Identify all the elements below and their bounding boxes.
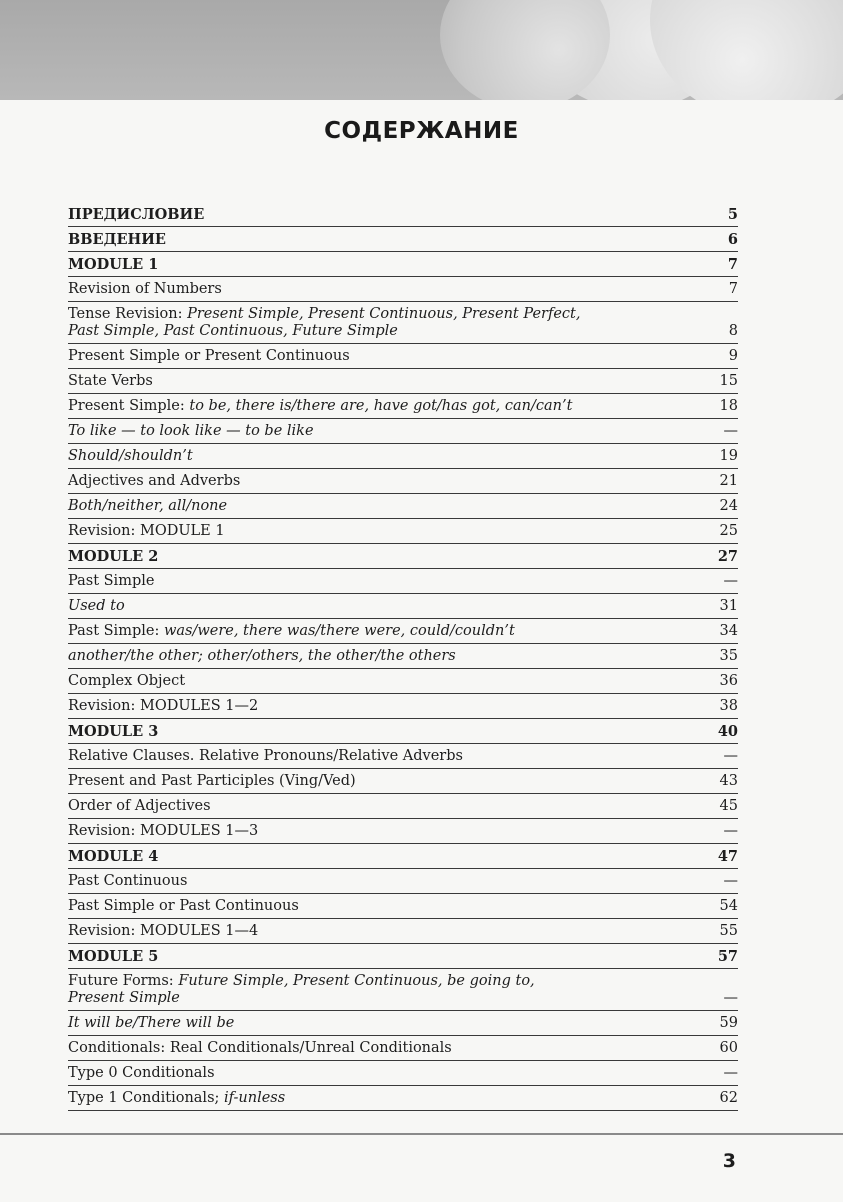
toc-entry-label: MODULE 4 — [68, 848, 159, 865]
toc-row-module-1[interactable] — [68, 252, 738, 277]
toc-entry-label: another/the other; other/others, the other/the others — [68, 648, 456, 664]
toc-entry-label: MODULE 1 — [68, 256, 159, 273]
toc-row-module-3[interactable] — [68, 719, 738, 744]
toc-row-state-verbs[interactable] — [68, 369, 738, 394]
toc-row-module-5[interactable] — [68, 944, 738, 969]
toc-row-revision-modules-1-2[interactable] — [68, 694, 738, 719]
toc-entry-label: Past Simple or Past Continuous — [68, 898, 299, 914]
toc-entry-italic: Future Simple, Present Continuous, be going to, — [178, 973, 535, 989]
toc-page-number: — — [723, 873, 738, 889]
toc-row-tense-revision[interactable] — [68, 302, 738, 344]
toc-entry-italic: Present Simple, Present Continuous, Present Perfect, — [187, 306, 581, 322]
toc-page-number: 57 — [717, 948, 738, 965]
toc-row-present-simple-or-continuous[interactable] — [68, 344, 738, 369]
toc-entry-label: MODULE 2 — [68, 548, 159, 565]
flower-petal-decoration — [440, 0, 610, 100]
toc-entry-label: Conditionals: Real Conditionals/Unreal Conditionals — [68, 1040, 452, 1056]
toc-entry-label: Past Simple — [68, 573, 155, 589]
page-number: 3 — [722, 1150, 736, 1172]
toc-entry-label — [68, 398, 708, 415]
toc-page-number: 43 — [719, 773, 738, 789]
toc-entry-lead: Type 1 Conditionals; — [68, 1090, 225, 1106]
footer-divider — [0, 1133, 843, 1202]
toc-row-both-neither[interactable] — [68, 494, 738, 519]
toc-page-number: 35 — [719, 648, 738, 664]
toc-page-number: 31 — [719, 598, 738, 614]
toc-row-past-simple-was-were[interactable] — [68, 619, 738, 644]
toc-page-number: 25 — [719, 523, 738, 539]
toc-entry-label: MODULE 3 — [68, 723, 159, 740]
toc-page-number: 9 — [728, 348, 738, 364]
toc-row-type-0-conditionals[interactable] — [68, 1061, 738, 1086]
toc-entry-label: Type 0 Conditionals — [68, 1065, 215, 1081]
toc-page-number: 45 — [719, 798, 738, 814]
toc-row-should[interactable] — [68, 444, 738, 469]
toc-page-number: 27 — [717, 548, 738, 565]
toc-row-to-like[interactable] — [68, 419, 738, 444]
toc-page-number: 60 — [719, 1040, 738, 1056]
toc-entry-label: ВВЕДЕНИЕ — [68, 231, 166, 248]
toc-entry-label: To like — to look like — to be like — [68, 423, 314, 439]
toc-page-number: 7 — [727, 256, 738, 273]
toc-page-number: 8 — [728, 323, 738, 339]
toc-row-revision-module-1[interactable] — [68, 519, 738, 544]
toc-row-revision-of-numbers[interactable] — [68, 277, 738, 302]
toc-page-number: 54 — [719, 898, 738, 914]
toc-entry-label: Should/shouldn’t — [68, 448, 193, 464]
toc-entry-label — [68, 1090, 708, 1107]
toc-entry-label: Adjectives and Adverbs — [68, 473, 241, 489]
toc-entry-label: ПРЕДИСЛОВИЕ — [68, 206, 205, 223]
toc-entry-italic: was/were, there was/there were, could/couldn’t — [163, 623, 515, 639]
toc-page-number: — — [723, 823, 738, 839]
toc-row-present-simple-to-be[interactable] — [68, 394, 738, 419]
toc-page-number: 7 — [728, 281, 738, 297]
toc-entry-label: It will be/There will be — [68, 1015, 235, 1031]
toc-page-number: 21 — [719, 473, 738, 489]
toc-entry-label: Present Simple or Present Continuous — [68, 348, 350, 364]
toc-entry-italic: if-unless — [224, 1090, 286, 1106]
toc-entry-label: State Verbs — [68, 373, 153, 389]
toc-row-relative-clauses[interactable] — [68, 744, 738, 769]
toc-page-number: 47 — [717, 848, 738, 865]
toc-page-number: 6 — [727, 231, 738, 248]
page-title: СОДЕРЖАНИЕ — [324, 118, 519, 144]
toc-page-number: — — [723, 990, 738, 1006]
toc-page-number: — — [723, 748, 738, 764]
table-of-contents — [68, 202, 738, 1111]
toc-entry-label: Order of Adjectives — [68, 798, 211, 814]
toc-entry-label: MODULE 5 — [68, 948, 159, 965]
toc-row-type-1-conditionals[interactable] — [68, 1086, 738, 1111]
toc-page-number: 5 — [727, 206, 738, 223]
toc-row-complex-object[interactable] — [68, 669, 738, 694]
toc-page-number: 18 — [719, 398, 738, 414]
toc-row-revision-modules-1-4[interactable] — [68, 919, 738, 944]
toc-row-module-4[interactable] — [68, 844, 738, 869]
toc-row-used-to[interactable] — [68, 594, 738, 619]
toc-entry-label: Revision of Numbers — [68, 281, 222, 297]
toc-entry-label — [68, 623, 708, 640]
toc-row-future-forms[interactable] — [68, 969, 738, 1011]
header-decoration — [0, 0, 843, 100]
toc-row-another-the-other[interactable] — [68, 644, 738, 669]
toc-row-past-simple-or-continuous[interactable] — [68, 894, 738, 919]
toc-row-order-of-adjectives[interactable] — [68, 794, 738, 819]
toc-entry-label: Both/neither, all/none — [68, 498, 228, 514]
toc-row-intro[interactable] — [68, 227, 738, 252]
toc-page-number: 15 — [719, 373, 738, 389]
toc-page-number: 59 — [719, 1015, 738, 1031]
toc-page-number: 55 — [719, 923, 738, 939]
toc-entry-label: Used to — [68, 598, 125, 614]
flower-petal-decoration — [650, 0, 843, 100]
toc-entry-label — [68, 973, 708, 1007]
toc-page-number: 36 — [719, 673, 738, 689]
toc-entry-lead: Tense Revision: — [68, 306, 188, 322]
toc-entry-label: Past Continuous — [68, 873, 188, 889]
toc-entry-italic: Past Simple, Past Continuous, Future Simple — [68, 323, 398, 339]
toc-page-number: 40 — [717, 723, 738, 740]
toc-page-number: 24 — [719, 498, 738, 514]
toc-row-it-will-be[interactable] — [68, 1011, 738, 1036]
toc-entry-label: Present and Past Participles (Ving/Ved) — [68, 773, 356, 789]
toc-entry-label: Revision: MODULES 1—2 — [68, 698, 259, 714]
toc-page-number: 19 — [719, 448, 738, 464]
toc-row-revision-modules-1-3[interactable] — [68, 819, 738, 844]
toc-row-adjectives-adverbs[interactable] — [68, 469, 738, 494]
toc-page-number: — — [723, 573, 738, 589]
toc-entry-lead: Present Simple: — [68, 398, 190, 414]
toc-page-number: 38 — [719, 698, 738, 714]
toc-entry-label: Relative Clauses. Relative Pronouns/Relative Adverbs — [68, 748, 463, 764]
toc-entry-lead: Past Simple: — [68, 623, 164, 639]
toc-page-number: — — [723, 1065, 738, 1081]
toc-row-conditionals[interactable] — [68, 1036, 738, 1061]
toc-row-past-simple[interactable] — [68, 569, 738, 594]
toc-row-participles[interactable] — [68, 769, 738, 794]
toc-page-number: 62 — [719, 1090, 738, 1106]
toc-row-preface[interactable] — [68, 202, 738, 227]
toc-entry-label: Revision: MODULE 1 — [68, 523, 225, 539]
toc-page-number: 34 — [719, 623, 738, 639]
toc-entry-label — [68, 306, 708, 340]
toc-entry-label: Revision: MODULES 1—3 — [68, 823, 259, 839]
toc-page-number: — — [723, 423, 738, 439]
toc-row-past-continuous[interactable] — [68, 869, 738, 894]
toc-entry-italic: to be, there is/there are, have got/has got, can/can’t — [189, 398, 573, 414]
toc-entry-label: Revision: MODULES 1—4 — [68, 923, 259, 939]
toc-row-module-2[interactable] — [68, 544, 738, 569]
toc-entry-lead: Future Forms: — [68, 973, 179, 989]
toc-entry-italic: Present Simple — [68, 990, 180, 1006]
toc-entry-label: Complex Object — [68, 673, 186, 689]
